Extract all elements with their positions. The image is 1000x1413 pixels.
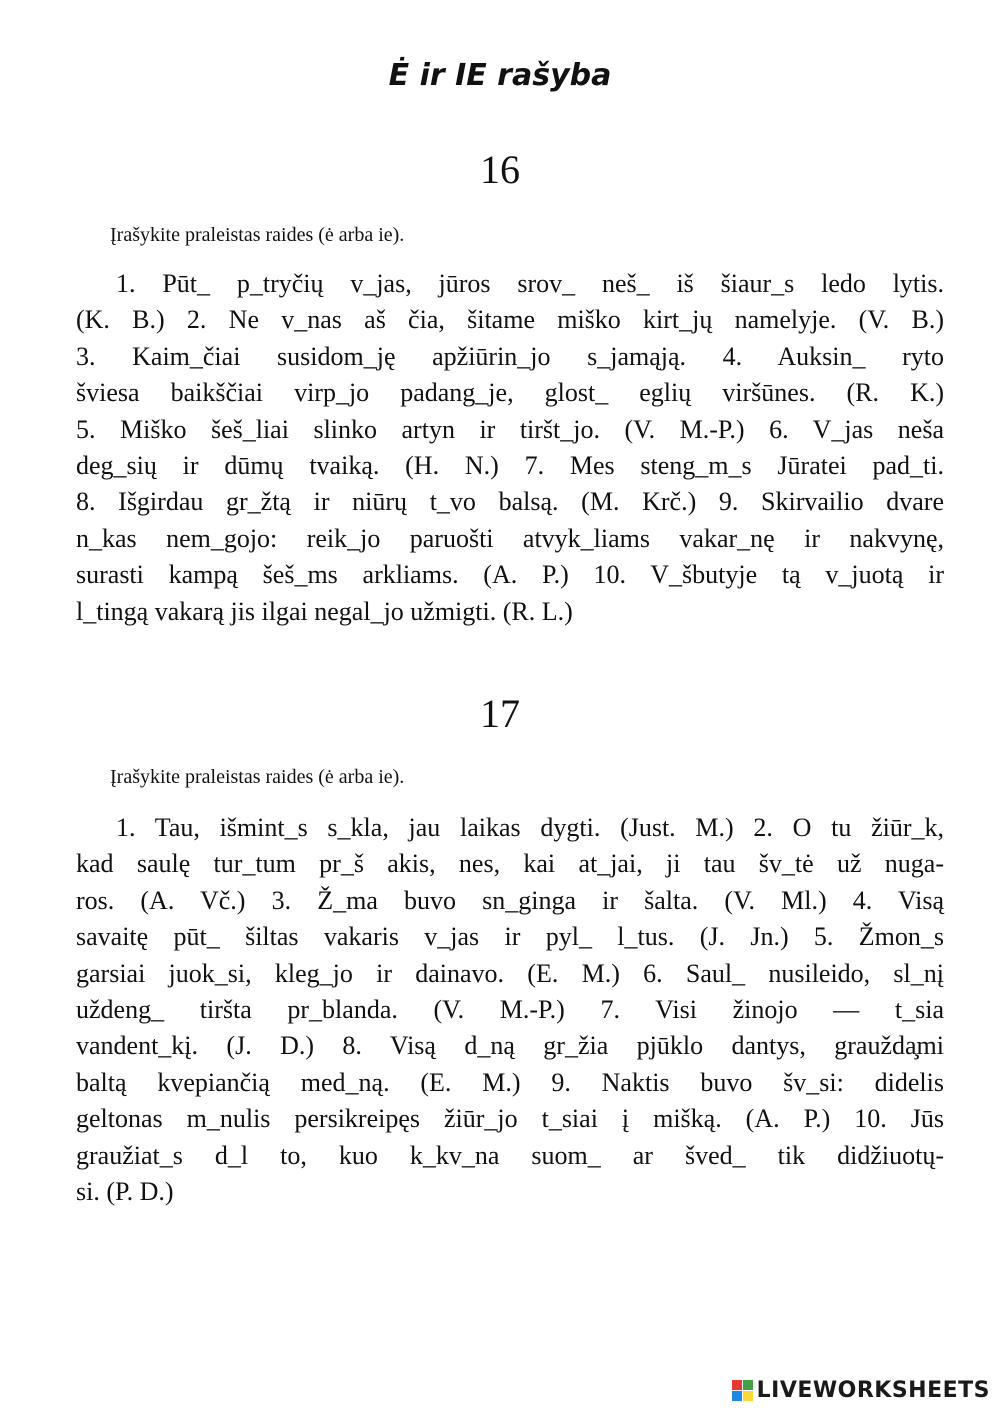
text-line: ros. (A. Vč.) 3. Ž_ma buvo sn_ginga ir šalta. (V. Ml.) 4. Visą xyxy=(76,885,944,915)
exercise-number-16: 16 xyxy=(480,147,520,192)
text-line: uždeng_ tiršta pr_blanda. (V. M.-P.) 7. Visi žinojo — t_sia xyxy=(76,995,944,1025)
text-line: geltonas m_nulis persikreipęs žiūr_jo t_siai į mišką. (A. P.) 10. Jūs xyxy=(76,1104,944,1134)
text-line: (K. B.) 2. Ne v_nas aš čia, šitame miško kirt_jų namelyje. (V. B.) xyxy=(76,305,944,335)
exercise-number-17: 17 xyxy=(480,691,520,736)
text-line: deg_sių ir dūmų tvaiką. (H. N.) 7. Mes steng_m_s Jūratei pad_ti. xyxy=(76,451,944,481)
text-line: graužiat_s d_l to, kuo k_kv_na suom_ ar šved_ tik didžiuotų- xyxy=(76,1140,944,1170)
text-line: kad saulę tur_tum pr_š akis, nes, kai at_jai, ji tau šv_tė už nuga- xyxy=(76,849,944,879)
text-line: 1. Tau, išmint_s s_kla, jau laikas dygti. (Just. M.) 2. O tu žiūr_k, xyxy=(116,813,944,842)
logo-square xyxy=(743,1391,753,1401)
text-line: 1. Pūt_ p_tryčių v_jas, jūros srov_ neš_ iš šiaur_s ledo lytis. xyxy=(116,269,944,298)
exercise-17-text xyxy=(76,810,944,1210)
text-line: vandent_kį. (J. D.) 8. Visą d_ną gr_žia pjūklo dantys, graužda̧mi xyxy=(76,1031,944,1061)
logo-square xyxy=(732,1380,742,1390)
text-line: šviesa baikščiai virp_jo padang_je, glost_ eglių viršūnes. (R. K.) xyxy=(76,378,944,408)
liveworksheets-brand[interactable] xyxy=(732,1378,990,1403)
text-line: 8. Išgirdau gr_žtą ir niūrų t_vo balsą. (M. Krč.) 9. Skirvailio dvare xyxy=(76,487,944,517)
page-title: Ė ir IE rašyba xyxy=(388,58,612,93)
exercise-17-instruction: Įrašykite praleistas raides (ė arba ie). xyxy=(110,766,405,788)
text-line: l_tingą vakarą jis ilgai negal_jo užmigti. (R. L.) xyxy=(76,596,573,626)
exercise-16-instruction: Įrašykite praleistas raides (ė arba ie). xyxy=(110,224,405,246)
text-line: 3. Kaim_čiai susidom_ję apžiūrin_jo s_jamąją. 4. Auksin_ ryto xyxy=(76,341,944,371)
text-line: savaitę pūt_ šiltas vakaris v_jas ir pyl_ l_tus. (J. Jn.) 5. Žmon_s xyxy=(76,922,944,952)
liveworksheets-logo-icon xyxy=(732,1380,753,1401)
text-line: n_kas nem_gojo: reik_jo paruošti atvyk_liams vakar_nę ir nakvynę, xyxy=(76,523,944,553)
text-line: 5. Miško šeš_liai slinko artyn ir tiršt_jo. (V. M.-P.) 6. V_jas neša xyxy=(76,414,944,444)
logo-square xyxy=(743,1380,753,1390)
text-line: si. (P. D.) xyxy=(76,1177,174,1207)
brand-name: LIVEWORKSHEETS xyxy=(756,1378,990,1403)
text-line: garsiai juok_si, kleg_jo ir dainavo. (E. M.) 6. Saul_ nusileido, sl_nį xyxy=(76,958,944,988)
logo-square xyxy=(732,1391,742,1401)
exercise-16-text xyxy=(76,266,944,630)
text-line: baltą kvepiančią med_ną. (E. M.) 9. Naktis buvo šv_si: didelis xyxy=(76,1067,944,1097)
text-line: surasti kampą šeš_ms arkliams. (A. P.) 10. V_šbutyje tą v_juotą ir xyxy=(76,560,944,590)
